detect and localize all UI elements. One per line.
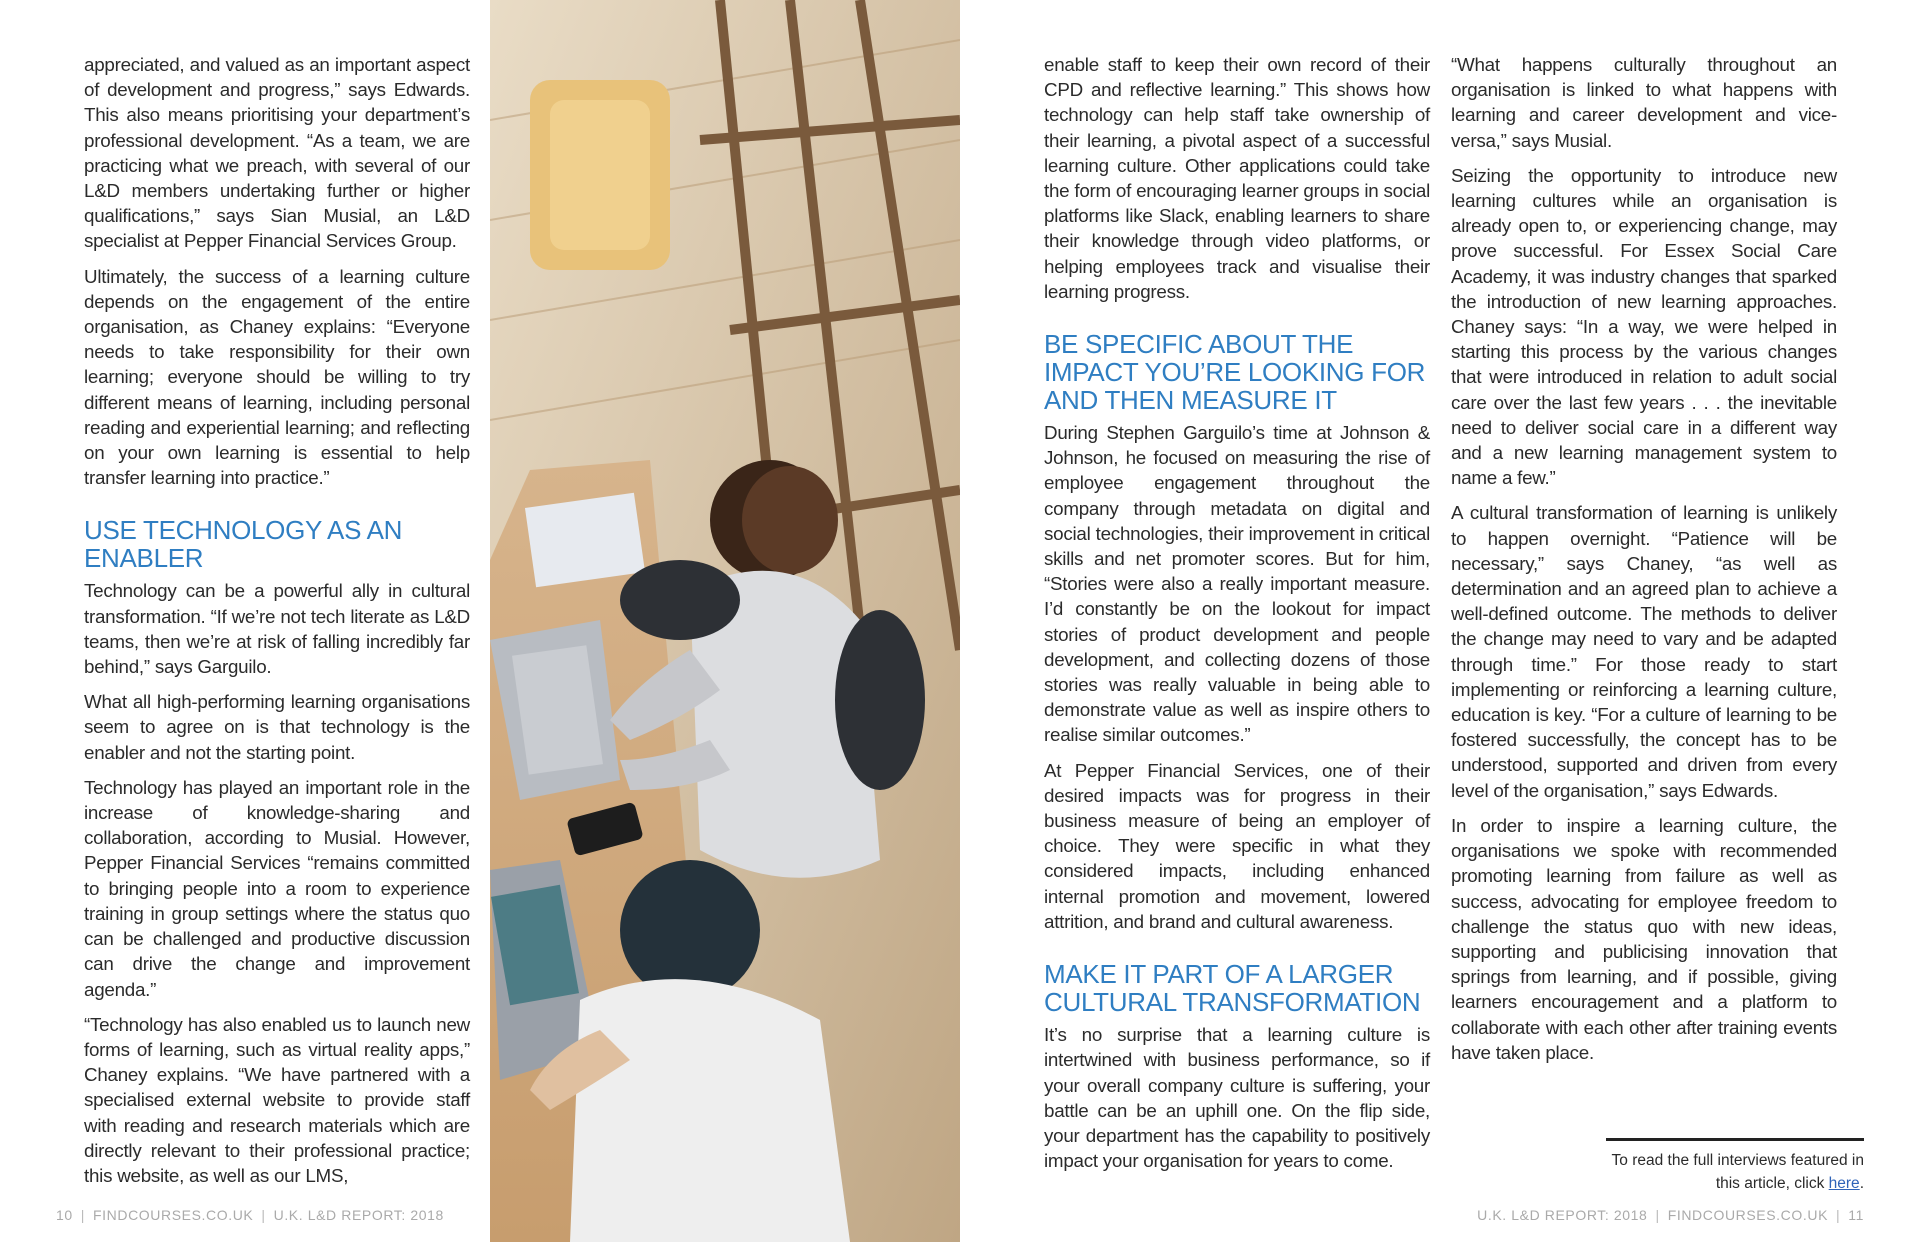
right-page — [960, 0, 1920, 1242]
paragraph: At Pepper Financial Services, one of their desired impacts was for progress in their business measure of being an employer of choice. They were specific in what they considered impacts, including enhanced internal promotion and movement, lowered attrition, and brand and cultural awareness. — [1044, 759, 1430, 932]
paragraph: enable staff to keep their own record of their CPD and reflective learning.” This shows how technology can help staff take ownership of their learning, a pivotal aspect of a successful learning culture. Other applications could take the form of encouraging learner groups in social platforms like Slack, enabling learners to share their knowledge through video platforms, or helping employees track and visualise their learning progress. — [1044, 54, 1430, 302]
here-link[interactable]: here — [1828, 1175, 1860, 1192]
footer-site: FINDCOURSES.CO.UK — [1667, 1207, 1829, 1223]
footer-report: U.K. L&D REPORT: 2018 — [1477, 1207, 1648, 1223]
middle-column — [1044, 52, 1430, 1183]
paragraph: What all high-performing learning organisations seem to agree on is that technology is the enabler and not the starting point. — [84, 691, 470, 763]
footer-report: U.K. L&D REPORT: 2018 — [273, 1207, 444, 1223]
paragraph: Technology has played an important role in the increase of knowledge-sharing and collaboration, according to Musial. However, Pepper Financial Services “remains committed to bringing people into a room to experience training in group settings where the status quo can be challenged and productive discussion can drive the change and improvement agenda.” — [84, 776, 470, 1000]
paragraph: Seizing the opportunity to introduce new learning cultures while an organisation is already open to, or experiencing change, may prove successful. For Essex Social Care Academy, it was industry changes that sparked the introduction of new learning approaches. Chaney says: “In a way, we were helped in starting this process by the various changes that were introduced in relation to adult social care over the last few years . . . the inevitable need to deliver social care in a different way and a new learning management system to name a few.” — [1451, 164, 1837, 489]
footer-site: FINDCOURSES.CO.UK — [93, 1207, 254, 1223]
office-photo-illustration — [490, 0, 960, 1242]
page-number: 11 — [1848, 1207, 1864, 1223]
paragraph: It’s no surprise that a learning culture is intertwined with business performance, so if your overall company culture is suffering, your battle can be an uphill one. On the flip side, your department has the capability to positively impact your organisation for years to come. — [1044, 1024, 1430, 1172]
footer-left: 10 | FINDCOURSES.CO.UK | U.K. L&D REPORT: 2018 — [56, 1207, 444, 1223]
note-text: To read the full interviews featured in this article, click — [1611, 1152, 1864, 1192]
section-heading-technology: USE TECHNOLOGY AS AN ENABLER — [84, 515, 403, 574]
section-heading-impact: BE SPECIFIC ABOUT THE IMPACT YOU’RE LOOKING FOR AND THEN MEASURE IT — [1044, 329, 1426, 416]
page-number: 10 — [56, 1207, 73, 1223]
paragraph: In order to inspire a learning culture, the organisations we spoke with recommended promoting learning from failure as well as success, advocating for employee freedom to challenge the status quo with new ideas, supporting and publicising innovation that springs from learning, and if possible, giving learners encouragement and a platform to collaborate with each other after training events have taken place. — [1451, 814, 1837, 1063]
footer-right: U.K. L&D REPORT: 2018 | FINDCOURSES.CO.UK | 11 — [1477, 1207, 1864, 1223]
paragraph: During Stephen Garguilo’s time at Johnson & Johnson, he focused on measuring the rise of employee engagement throughout the company through metadata on digital and social technologies, their improvement in critical skills and net promoter scores. But for him, “Stories were also a really important measure. I’d constantly be on the lookout for impact stories of product development and people development, and collecting dozens of those stories was really valuable in being able to demonstrate value as well as inspire others to realise similar outcomes.” — [1044, 422, 1430, 746]
paragraph: Technology can be a powerful ally in cultural transformation. “If we’re not tech literate as L&D teams, then we’re at risk of falling incredibly far behind,” says Garguilo. — [84, 580, 470, 678]
section-heading-transformation: MAKE IT PART OF A LARGER CULTURAL TRANSFORMATION — [1044, 959, 1421, 1018]
left-column — [84, 52, 470, 1198]
note-text-end: . — [1859, 1175, 1864, 1192]
paragraph: A cultural transformation of learning is unlikely to happen overnight. “Patience will be necessary,” says Chaney, “as well as determination and an agreed plan to achieve a well-defined outcome. The methods to deliver the change may need to vary and be adapted through time.” For those ready to start implementing or reinforcing a learning culture, education is key. “For a culture of learning to be fostered successfully, the concept has to be understood, supported and driven from every level of the organisation,” says Edwards. — [1451, 502, 1837, 801]
paragraph: Ultimately, the success of a learning culture depends on the engagement of the entire organisation, as Chaney explains: “Everyone needs to take responsibility for their own learning; everyone should be willing to try different means of learning, including personal reading and experiential learning; and reflecting on your own learning is essential to help transfer learning into practice.” — [84, 265, 470, 489]
office-photo — [490, 0, 960, 1242]
right-column — [1451, 52, 1837, 1075]
interviews-note — [1606, 1138, 1864, 1195]
paragraph: “What happens culturally throughout an organisation is linked to what happens with learning and career development and vice-versa,” says Musial. — [1451, 54, 1837, 151]
paragraph: appreciated, and valued as an important aspect of development and progress,” says Edwards. This also means prioritising your department’s professional development. “As a team, we are practicing what we preach, with several of our L&D members undertaking further or higher qualifications,” says Sian Musial, an L&D specialist at Pepper Financial Services Group. — [84, 54, 470, 252]
paragraph: “Technology has also enabled us to launch new forms of learning, such as virtual reality apps,” Chaney explains. “We have partnered with a specialised external website to provide staff with reading and research materials which are directly relevant to their professional practice; this website, as well as our LMS, — [84, 1013, 470, 1186]
